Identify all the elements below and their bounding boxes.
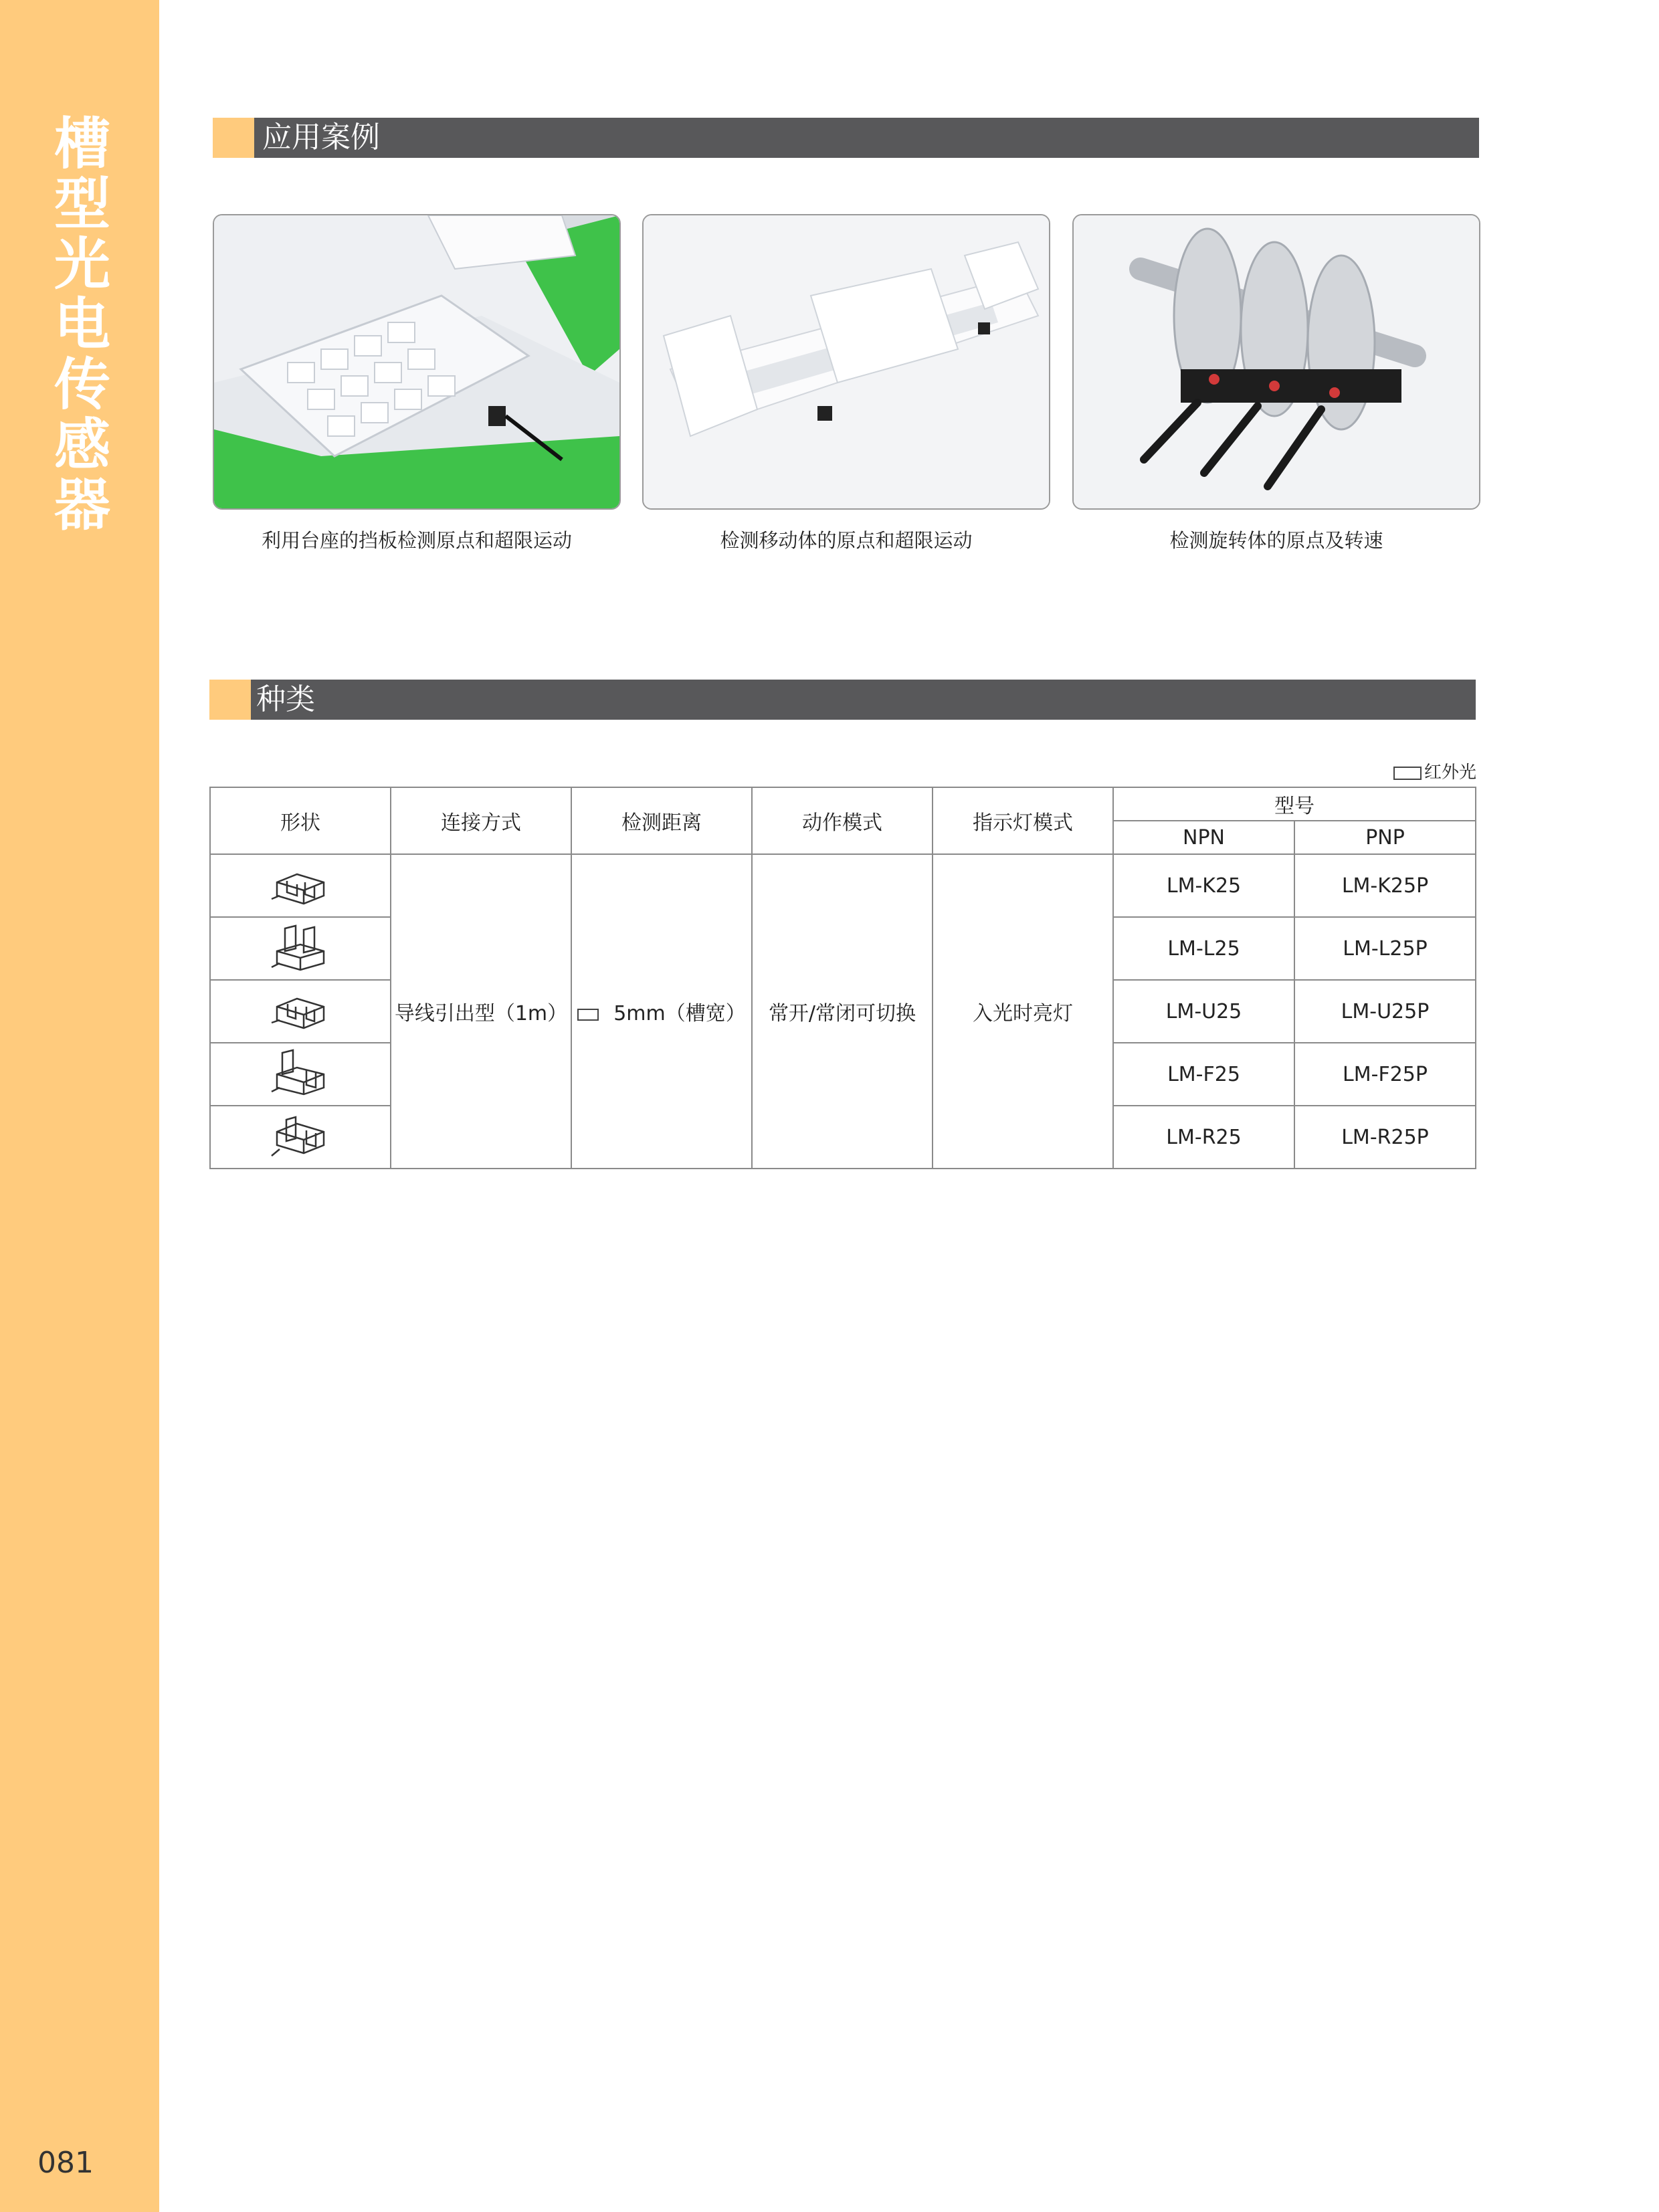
slot-sensor-f-icon [270, 1047, 330, 1101]
connection-cell: 导线引出型（1m） [391, 854, 571, 1169]
header-shape: 形状 [210, 787, 391, 854]
distance-value: 5mm（槽宽） [613, 1002, 746, 1025]
sidebar [0, 0, 159, 2212]
pnp-model: LM-F25P [1294, 1043, 1476, 1106]
section-header-application [213, 118, 1479, 158]
rotating-discs-illustration [1074, 215, 1479, 508]
slot-sensor-r-icon [270, 1112, 330, 1163]
case-caption-3: 检测旋转体的原点及转速 [1169, 529, 1383, 552]
npn-model: LM-U25 [1113, 980, 1294, 1043]
section-title: 种类 [256, 682, 315, 716]
legend-label: 红外光 [1424, 763, 1477, 783]
linear-slide-illustration [644, 215, 1049, 508]
shape-cell [210, 1043, 391, 1106]
section-title: 应用案例 [262, 120, 380, 155]
vertical-title: 槽型光电传感器 [54, 111, 110, 538]
shape-cell [210, 917, 391, 980]
application-photo-rotating-discs [1072, 214, 1480, 510]
distance-cell [571, 854, 752, 1169]
npn-model: LM-R25 [1113, 1106, 1294, 1169]
header-indicator: 指示灯模式 [933, 787, 1113, 854]
slot-sensor-l-icon [270, 922, 330, 975]
header-npn: NPN [1113, 821, 1294, 854]
indicator-cell: 入光时亮灯 [933, 854, 1113, 1169]
pnp-model: LM-R25P [1294, 1106, 1476, 1169]
legend-infrared [1393, 759, 1476, 783]
table-row [210, 854, 1476, 917]
pnp-model: LM-U25P [1294, 980, 1476, 1043]
mode-cell: 常开/常闭可切换 [752, 854, 933, 1169]
pnp-model: LM-K25P [1294, 854, 1476, 917]
case-caption-1: 利用台座的挡板检测原点和超限运动 [261, 529, 572, 552]
infrared-legend-icon [1393, 767, 1422, 780]
section-tab [213, 118, 254, 158]
section-header-types [209, 680, 1476, 720]
table-baffle-illustration [214, 215, 619, 508]
case-caption-2: 检测移动体的原点和超限运动 [720, 529, 973, 552]
shape-cell [210, 1106, 391, 1169]
header-distance: 检测距离 [571, 787, 752, 854]
application-photo-linear-slide [642, 214, 1050, 510]
page-number: 081 [37, 2146, 94, 2180]
application-photo-table-baffle [213, 214, 621, 510]
section-tab [209, 680, 251, 720]
header-connection: 连接方式 [391, 787, 571, 854]
shape-cell [210, 854, 391, 917]
pnp-model: LM-L25P [1294, 917, 1476, 980]
slot-sensor-k-icon [270, 862, 330, 909]
npn-model: LM-L25 [1113, 917, 1294, 980]
shape-cell [210, 980, 391, 1043]
slot-sensor-u-icon [270, 988, 330, 1035]
header-model: 型号 [1113, 787, 1476, 821]
infrared-icon [577, 1009, 599, 1021]
npn-model: LM-K25 [1113, 854, 1294, 917]
header-pnp: PNP [1294, 821, 1476, 854]
product-types-table [209, 787, 1476, 1169]
npn-model: LM-F25 [1113, 1043, 1294, 1106]
header-mode: 动作模式 [752, 787, 933, 854]
